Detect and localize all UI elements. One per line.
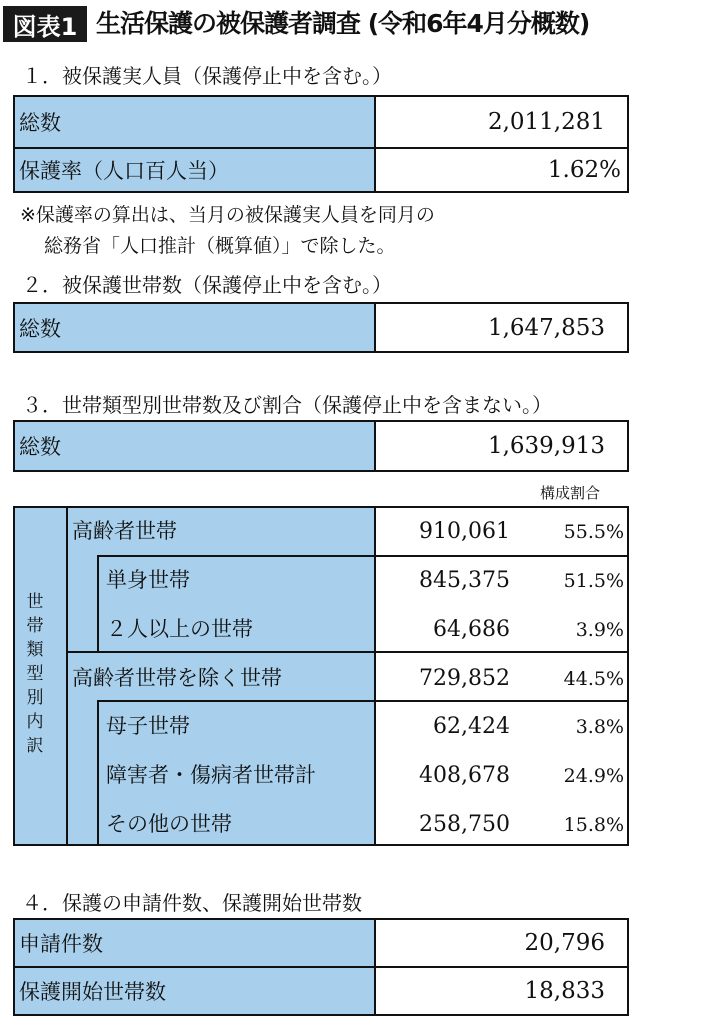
row-value-elderly: 910,061 — [419, 519, 510, 544]
table-border — [13, 506, 629, 508]
section4-applications-label: 申請件数 — [13, 918, 376, 968]
section1-rate-label: 保護率（人口百人当） — [13, 147, 376, 193]
row-pct-single-mother: 3.8% — [575, 716, 624, 738]
table-border — [97, 700, 99, 846]
vertical-char: 訳 — [26, 736, 44, 756]
row-pct-elderly: 55.5% — [563, 521, 624, 543]
table-border — [66, 506, 68, 846]
section2-total-label: 総数 — [13, 302, 376, 353]
row-label-non-elderly: 高齢者世帯を除く世帯 — [72, 666, 282, 690]
row-value-non-elderly: 729,852 — [419, 666, 510, 691]
vertical-char: 内 — [26, 712, 44, 732]
figure-badge: 図表1 — [3, 6, 87, 42]
row-value-single: 845,375 — [419, 568, 510, 593]
table-border — [66, 651, 629, 653]
table-border — [627, 506, 629, 846]
row-value-multi: 64,686 — [433, 617, 510, 642]
table-border — [97, 555, 629, 557]
section1-note-line2: 総務省「人口推計（概算値）」で除した。 — [44, 235, 396, 257]
section1-total-label: 総数 — [13, 95, 376, 149]
vertical-char: 世 — [26, 592, 44, 612]
row-label-multi: ２人以上の世帯 — [106, 617, 253, 641]
row-label-single-mother: 母子世帯 — [106, 714, 190, 738]
section3-total-value: 1,639,913 — [374, 420, 629, 472]
row-pct-non-elderly: 44.5% — [563, 668, 624, 690]
row-value-single-mother: 62,424 — [433, 714, 510, 739]
vertical-char: 帯 — [26, 616, 44, 636]
section3-heading: ３．世帯類型別世帯数及び割合（保護停止中を含まない。） — [22, 393, 552, 417]
row-pct-other: 15.8% — [563, 814, 624, 836]
page-title: 生活保護の被保護者調査 (令和6年4月分概数) — [96, 9, 590, 38]
row-label-other: その他の世帯 — [106, 812, 232, 836]
row-pct-multi: 3.9% — [575, 619, 624, 641]
table-border — [374, 506, 376, 846]
section1-note-line1: ※保護率の算出は、当月の被保護実人員を同月の — [20, 204, 435, 226]
vertical-char: 別 — [26, 688, 44, 708]
row-value-other: 258,750 — [419, 812, 510, 837]
section2-heading: ２．被保護世帯数（保護停止中を含む。） — [22, 273, 392, 297]
table-border — [97, 555, 99, 652]
vertical-char: 類 — [26, 640, 44, 660]
row-label-single: 単身世帯 — [106, 568, 190, 592]
table-border — [13, 844, 629, 846]
section4-starts-value: 18,833 — [374, 966, 629, 1016]
breakdown-vertical-label — [12, 590, 58, 758]
table-border — [97, 700, 629, 702]
row-value-disabled: 408,678 — [419, 763, 510, 788]
section4-heading: ４．保護の申請件数、保護開始世帯数 — [22, 891, 362, 915]
section4-applications-value: 20,796 — [374, 918, 629, 968]
row-label-disabled: 障害者・傷病者世帯計 — [106, 763, 316, 787]
section1-total-value: 2,011,281 — [374, 95, 629, 149]
row-pct-disabled: 24.9% — [563, 765, 624, 787]
section1-rate-value: 1.62% — [374, 147, 629, 193]
row-pct-single: 51.5% — [563, 570, 624, 592]
vertical-char: 型 — [26, 664, 44, 684]
section4-starts-label: 保護開始世帯数 — [13, 966, 376, 1016]
row-label-elderly: 高齢者世帯 — [72, 519, 177, 543]
section3-total-label: 総数 — [13, 420, 376, 472]
section2-total-value: 1,647,853 — [374, 302, 629, 353]
ratio-header: 構成割合 — [540, 484, 601, 502]
section1-heading: １．被保護実人員（保護停止中を含む。） — [22, 64, 392, 88]
